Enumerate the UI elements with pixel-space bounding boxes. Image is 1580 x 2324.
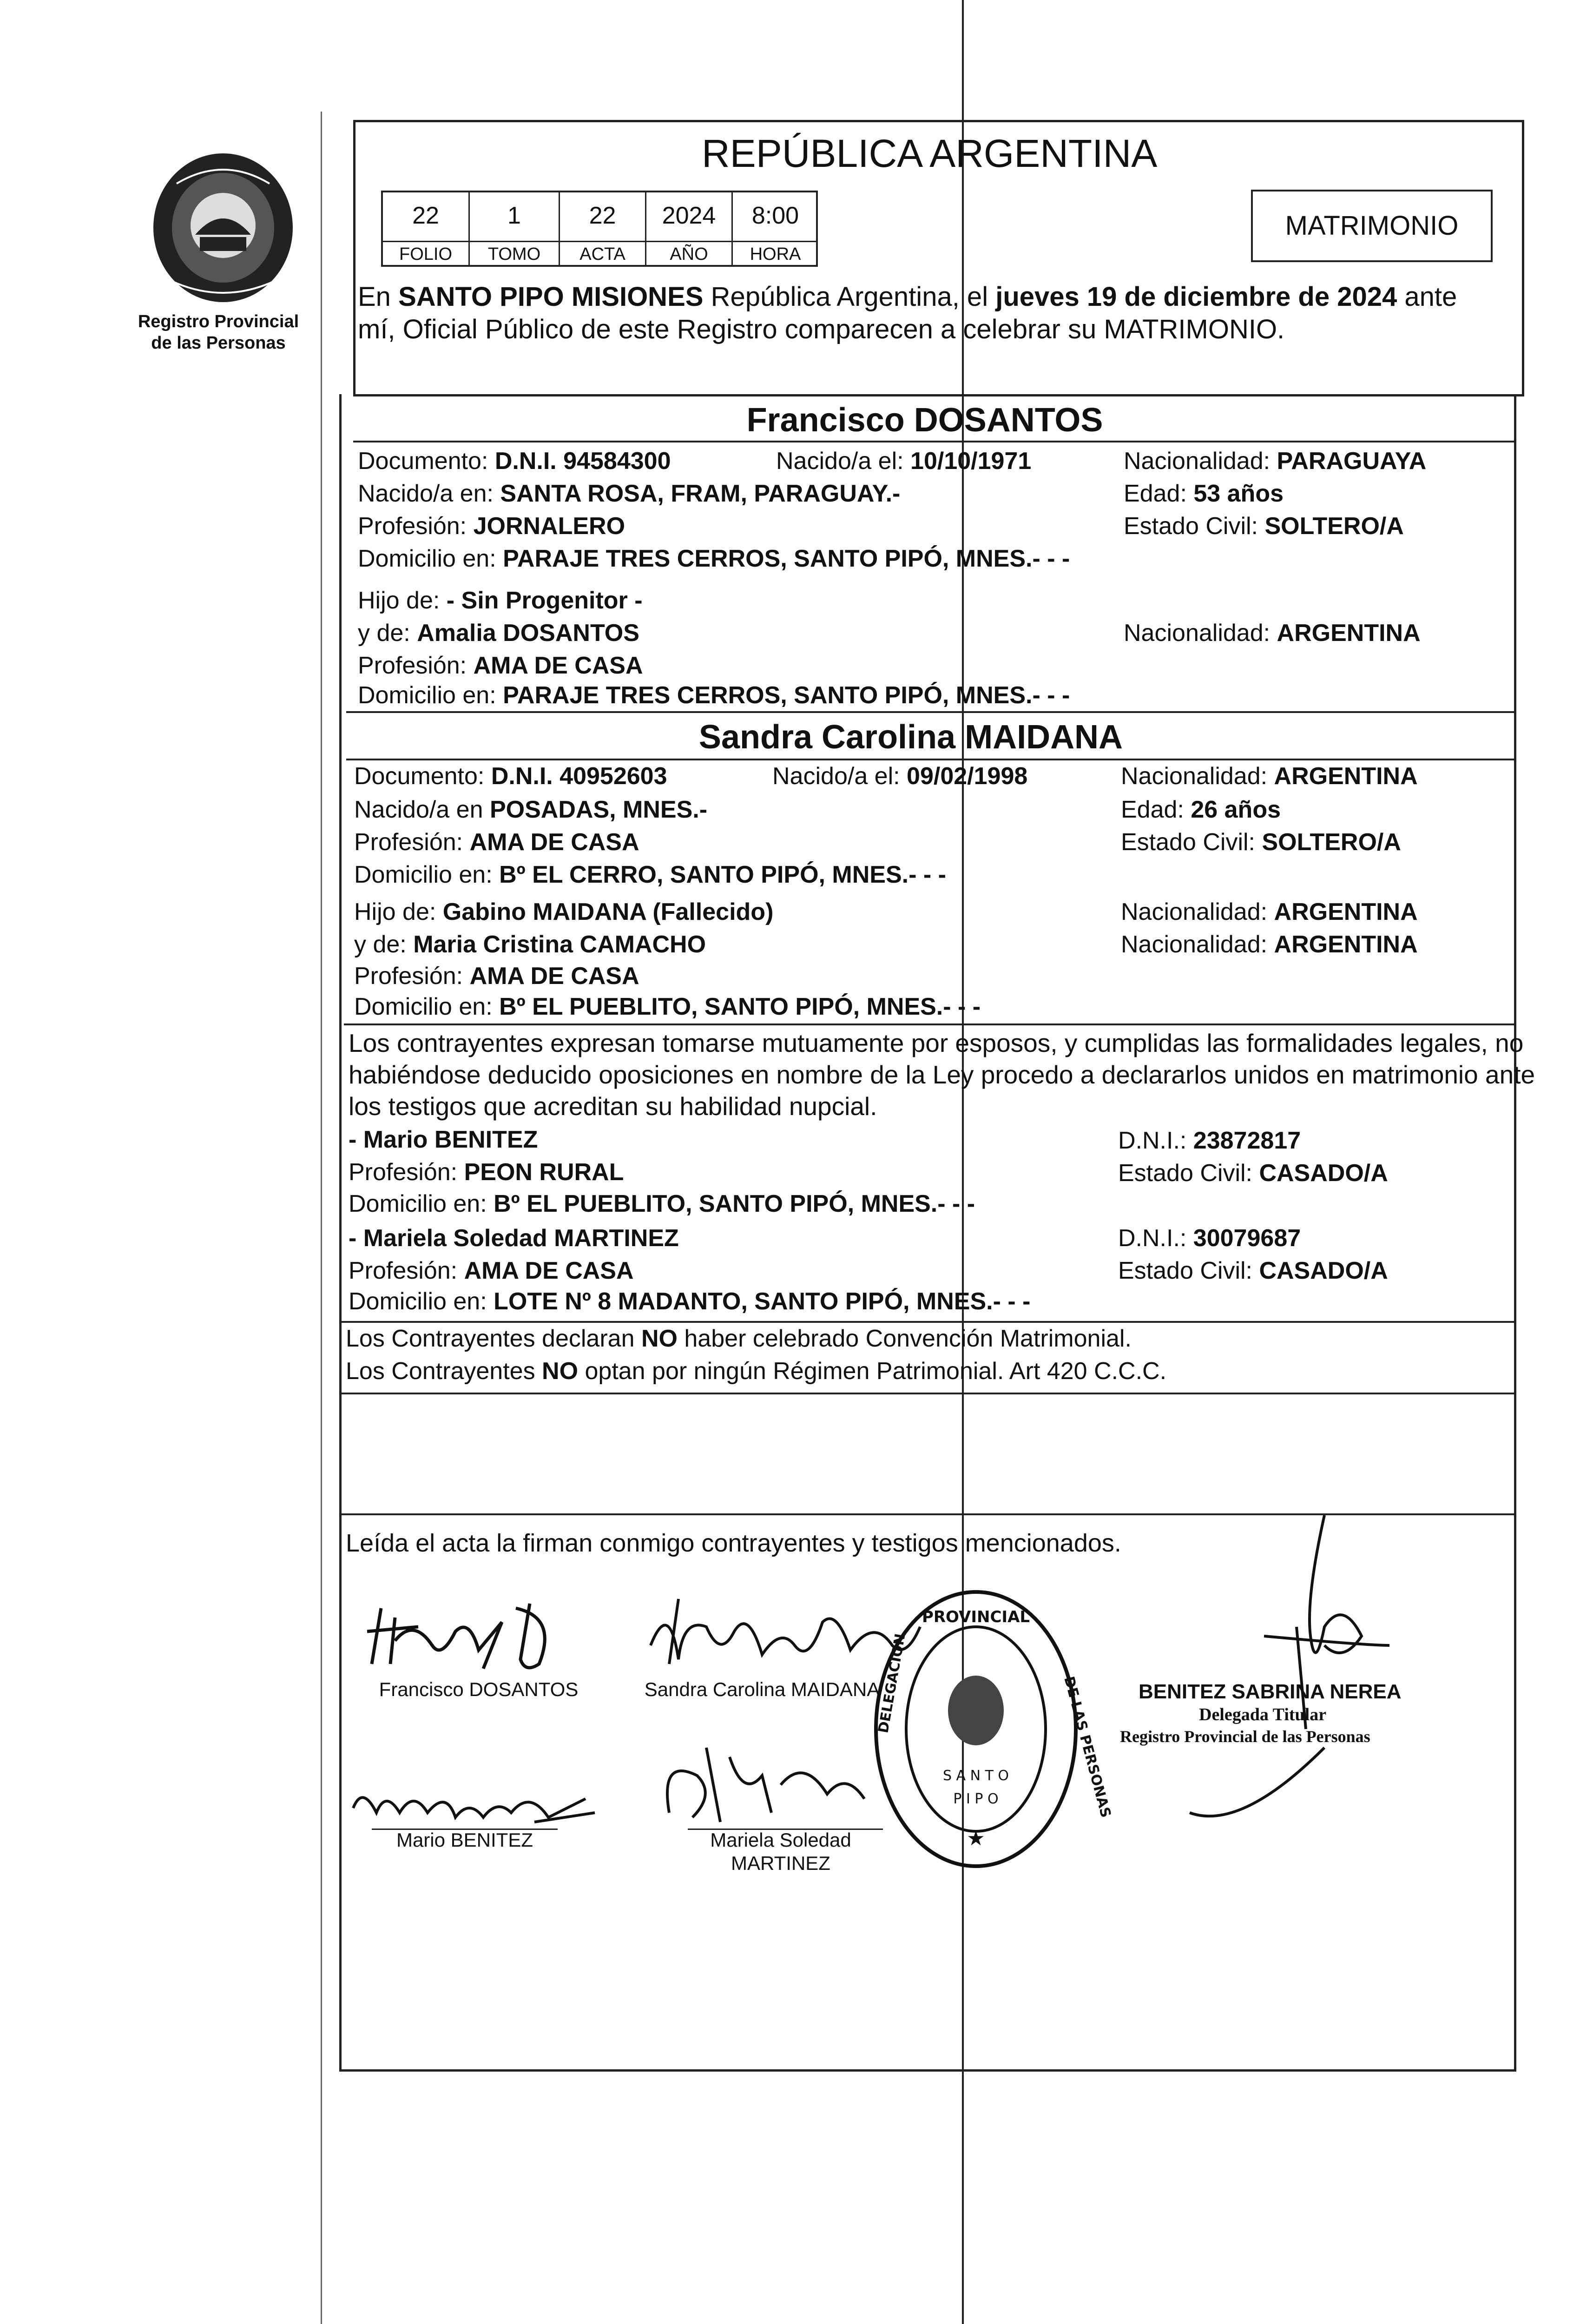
acta-number-box [381, 191, 818, 267]
sep-bride-top [346, 711, 1515, 713]
groom-name: Francisco DOSANTOS [746, 402, 1103, 439]
form-border-top [353, 120, 1524, 122]
official-signature [1148, 1506, 1436, 1831]
doc-type: MATRIMONIO [1285, 211, 1459, 241]
form-border-right [1522, 120, 1524, 394]
groom-mother-nationality: Nacionalidad: ARGENTINA [1124, 620, 1421, 647]
sep-groom-top [353, 394, 1524, 396]
groom-signature [362, 1590, 623, 1683]
acta-label: ACTA [579, 244, 625, 264]
form-border-lower-left [339, 394, 342, 2071]
witness1-dni: D.N.I.: 23872817 [1118, 1127, 1301, 1154]
svg-text:P I P O: P I P O [953, 1791, 999, 1807]
registry-name-line2: de las Personas [151, 333, 286, 353]
groom-mother: y de: Amalia DOSANTOS [358, 620, 639, 647]
bride-birthplace: Nacido/a en POSADAS, MNES.- [354, 796, 708, 823]
groom-nationality: Nacionalidad: PARAGUAYA [1124, 448, 1427, 475]
convention-line-1: Los Contrayentes declaran NO haber celebrado Convención Matrimonial. [346, 1325, 1132, 1352]
witness1-profession: Profesión: PEON RURAL [349, 1159, 624, 1186]
country-title: REPÚBLICA ARGENTINA [702, 132, 1158, 175]
bride-nationality: Nacionalidad: ARGENTINA [1121, 763, 1418, 790]
fold-line [962, 0, 964, 2324]
groom-birthplace: Nacido/a en: SANTA ROSA, FRAM, PARAGUAY.- [358, 480, 901, 507]
groom-mother-address: Domicilio en: PARAJE TRES CERROS, SANTO PIPÓ, MNES.- - - [358, 682, 1070, 709]
doc-type-box [1251, 190, 1493, 262]
bride-address: Domicilio en: Bº EL CERRO, SANTO PIPÓ, MNES.- - - [354, 861, 946, 888]
tomo-value: 1 [507, 202, 521, 229]
margin-line [321, 112, 322, 2324]
groom-profession: Profesión: JORNALERO [358, 513, 625, 540]
registry-emblem [144, 146, 302, 309]
folio-label: FOLIO [399, 244, 453, 264]
svg-text:S A N T O: S A N T O [942, 1768, 1009, 1784]
form-border-lower-right [1514, 394, 1516, 2071]
form-border-left [353, 120, 356, 394]
witness2-address: Domicilio en: LOTE Nº 8 MADANTO, SANTO PIPÓ, MNES.- - - [349, 1288, 1031, 1315]
sep-convention-top [342, 1321, 1515, 1323]
witness1-signature [344, 1771, 604, 1836]
witness2-signature-label-2: MARTINEZ [731, 1852, 830, 1874]
svg-text:★: ★ [967, 1827, 985, 1850]
closing-text: Leída el acta la firman conmigo contrayentes y testigos mencionados. [346, 1529, 1121, 1557]
hora-value: 8:00 [751, 202, 799, 229]
bride-mother: y de: Maria Cristina CAMACHO [354, 931, 706, 958]
official-organization: Registro Provincial de las Personas [1120, 1727, 1370, 1746]
bride-mother-address: Domicilio en: Bº EL PUEBLITO, SANTO PIPÓ, MNES.- - - [354, 993, 981, 1020]
bride-father-nationality: Nacionalidad: ARGENTINA [1121, 898, 1418, 925]
delegation-seal [869, 1585, 1114, 1873]
registry-name-line1: Registro Provincial [138, 312, 299, 331]
sep-convention-bottom [342, 1393, 1515, 1394]
official-name: BENITEZ SABRINA NEREA [1139, 1680, 1402, 1703]
tomo-label: TOMO [487, 244, 541, 264]
anio-label: AÑO [670, 244, 708, 264]
bride-age: Edad: 26 años [1121, 796, 1281, 823]
svg-text:DE LAS PERSONAS: DE LAS PERSONAS [1060, 1675, 1114, 1820]
witness2-signature-label-1: Mariela Soledad [710, 1829, 851, 1851]
groom-address: Domicilio en: PARAJE TRES CERROS, SANTO PIPÓ, MNES.- - - [358, 545, 1070, 572]
svg-text:PROVINCIAL: PROVINCIAL [922, 1608, 1030, 1626]
witness2-civil-status: Estado Civil: CASADO/A [1118, 1257, 1388, 1284]
sep-bride-name [346, 759, 1515, 760]
groom-birthdate: Nacido/a el: 10/10/1971 [776, 448, 1032, 475]
witness2-profession: Profesión: AMA DE CASA [349, 1257, 634, 1284]
declaration-line-1: Los contrayentes expresan tomarse mutuamente por esposos, y cumplidas las formalidades legales, no [349, 1029, 1524, 1057]
folio-value: 22 [412, 202, 439, 229]
groom-civil-status: Estado Civil: SOLTERO/A [1124, 513, 1404, 540]
groom-age: Edad: 53 años [1124, 480, 1284, 507]
hora-label: HORA [750, 244, 801, 264]
witness2-name: - Mariela Soledad MARTINEZ [349, 1225, 679, 1252]
groom-document: Documento: D.N.I. 94584300 [358, 448, 671, 475]
bride-father: Hijo de: Gabino MAIDANA (Fallecido) [354, 898, 774, 925]
bride-signature-label: Sandra Carolina MAIDANA [644, 1678, 880, 1700]
bride-mother-nationality: Nacionalidad: ARGENTINA [1121, 931, 1418, 958]
bride-name: Sandra Carolina MAIDANA [698, 719, 1123, 756]
bride-document: Documento: D.N.I. 40952603 [354, 763, 667, 790]
witness1-address: Domicilio en: Bº EL PUEBLITO, SANTO PIPÓ, MNES.- - - [349, 1190, 975, 1217]
acta-value: 22 [589, 202, 616, 229]
convention-line-2: Los Contrayentes NO optan por ningún Régimen Patrimonial. Art 420 C.C.C. [346, 1358, 1167, 1385]
bride-mother-profession: Profesión: AMA DE CASA [354, 963, 639, 990]
bride-civil-status: Estado Civil: SOLTERO/A [1121, 829, 1401, 856]
groom-mother-profession: Profesión: AMA DE CASA [358, 652, 643, 679]
bride-profession: Profesión: AMA DE CASA [354, 829, 639, 856]
sep-groom-name [353, 441, 1515, 442]
intro-line-1: En SANTO PIPO MISIONES República Argentina, el jueves 19 de diciembre de 2024 ante [358, 282, 1457, 312]
groom-father: Hijo de: - Sin Progenitor - [358, 587, 643, 614]
declaration-line-3: los testigos que acreditan su habilidad nupcial. [349, 1092, 877, 1121]
anio-value: 2024 [662, 202, 716, 229]
witness1-name: - Mario BENITEZ [349, 1126, 538, 1153]
declaration-line-2: habiéndose deducido oposiciones en nombre de la Ley procedo a declararlos unidos en matrimonio ante [349, 1060, 1535, 1089]
groom-signature-label: Francisco DOSANTOS [379, 1678, 579, 1700]
witness1-civil-status: Estado Civil: CASADO/A [1118, 1160, 1388, 1187]
witness2-dni: D.N.I.: 30079687 [1118, 1225, 1301, 1252]
witness2-signature [651, 1729, 902, 1836]
intro-line-2: mí, Oficial Público de este Registro comparecen a celebrar su MATRIMONIO. [358, 314, 1285, 344]
svg-text:DELEGACION: DELEGACION [875, 1632, 909, 1735]
witness1-signature-label: Mario BENITEZ [396, 1829, 533, 1851]
sep-declaration-top [344, 1023, 1515, 1025]
official-title: Delegada Titular [1199, 1705, 1327, 1724]
bride-birthdate: Nacido/a el: 09/02/1998 [772, 763, 1028, 790]
form-border-bottom [339, 2069, 1516, 2072]
